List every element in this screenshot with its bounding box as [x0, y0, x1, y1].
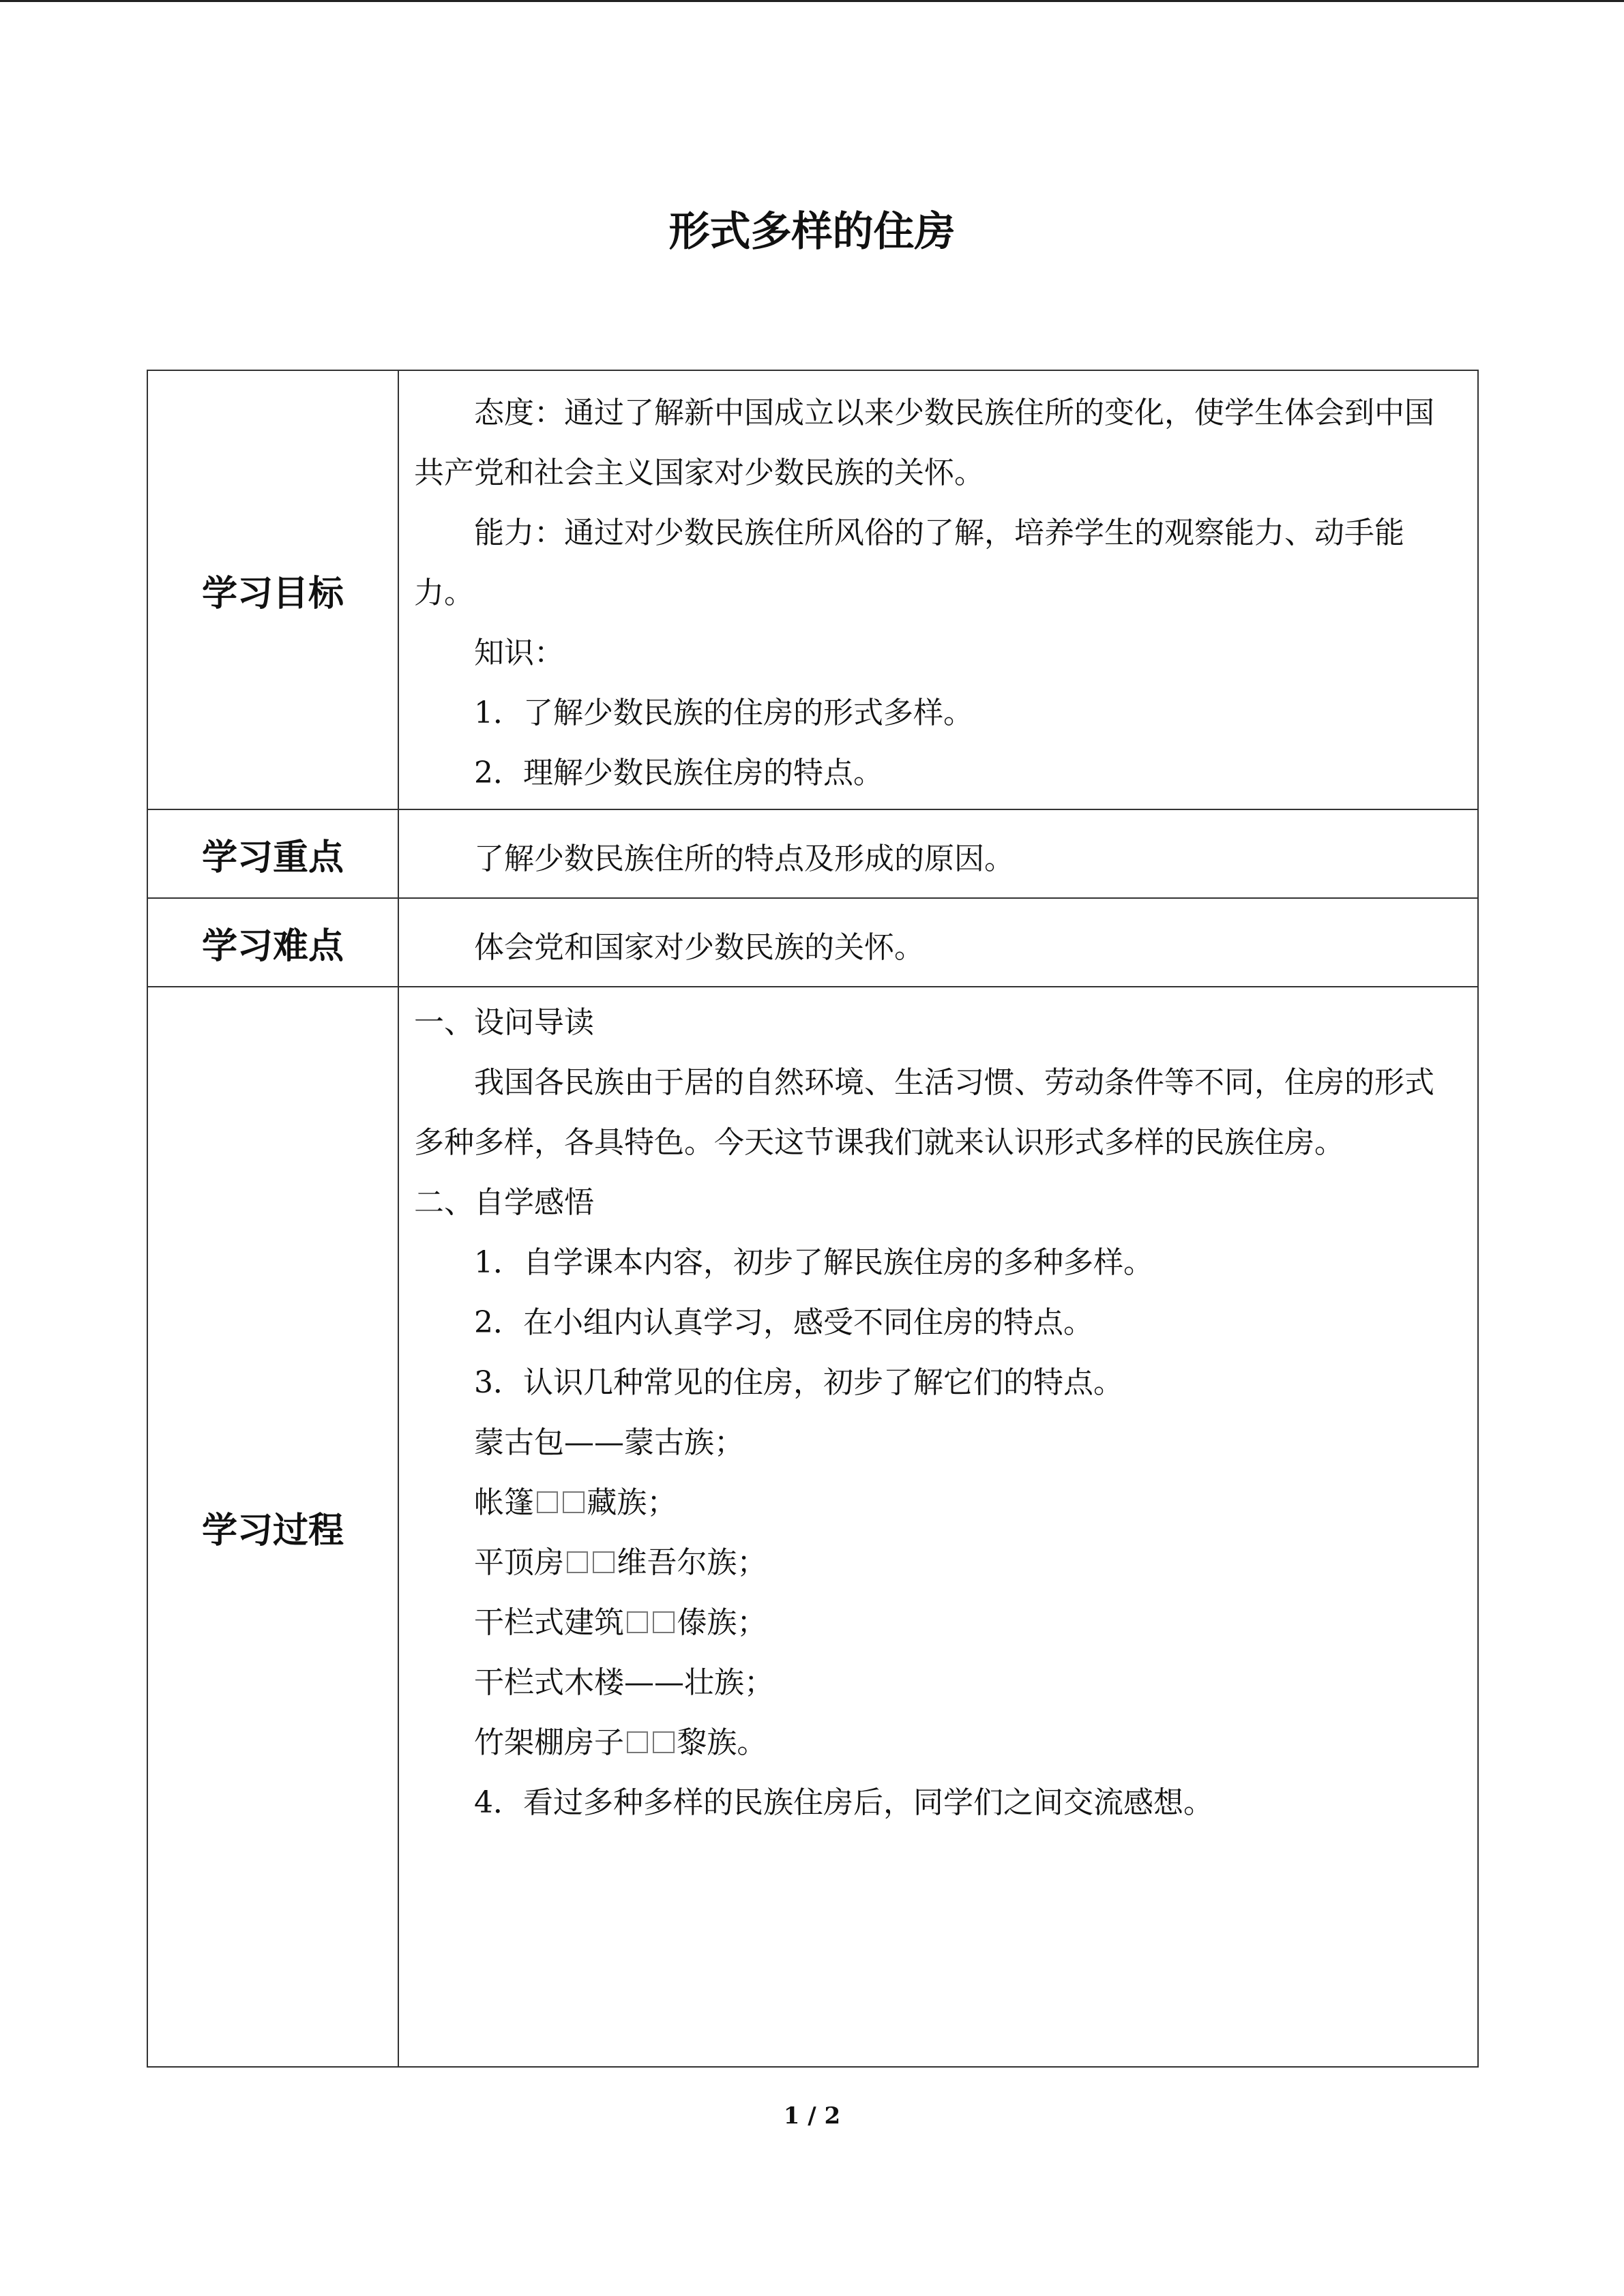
page-title: 形式多样的住房	[668, 208, 956, 256]
goals-content	[398, 370, 1478, 809]
housing-item	[414, 1713, 1462, 1773]
housing-item-ethnicity: 傣族；	[677, 1605, 767, 1640]
housing-item-name: 干栏式建筑	[474, 1605, 624, 1640]
key-points-text: 了解少数民族住所的特点及形成的原因。	[474, 841, 1014, 876]
process-section1-text: 我国各民族由于居的自然环境、生活习惯、劳动条件等不同，住房的形式多种多样，各具特色。今天这节课我们就来认识形式多样的民族住房。	[414, 1065, 1434, 1160]
placeholder-box-icon	[563, 1491, 585, 1513]
goals-attitude: 态度：通过了解新中国成立以来少数民族住所的变化，使学生体会到中国共产党和社会主义国家对少数民族的关怀。	[414, 396, 1434, 490]
housing-item	[414, 1653, 1462, 1713]
housing-item-text: 干栏式木楼——壮族；	[474, 1665, 774, 1700]
goals-knowledge-title: 知识：	[474, 636, 564, 670]
placeholder-box-icon	[653, 1611, 675, 1633]
process-step-3: 3．认识几种常见的住房，初步了解它们的特点。	[474, 1365, 1123, 1400]
process-row	[147, 987, 1478, 2067]
difficulties-text: 体会党和国家对少数民族的关怀。	[474, 930, 924, 965]
key-points-row	[147, 809, 1478, 898]
placeholder-box-icon	[593, 1551, 615, 1573]
key-points-content	[398, 809, 1478, 898]
page-number: 1 / 2	[783, 2102, 841, 2130]
key-points-label: 学习重点	[147, 809, 398, 898]
difficulties-label: 学习难点	[147, 898, 398, 987]
placeholder-box-icon	[653, 1731, 675, 1753]
difficulties-row	[147, 898, 1478, 987]
housing-item-text: 蒙古包——蒙古族；	[474, 1425, 744, 1460]
placeholder-box-icon	[627, 1611, 649, 1633]
housing-item-name: 帐篷	[474, 1485, 534, 1520]
housing-item-ethnicity: 藏族；	[587, 1485, 677, 1520]
process-step-2: 2．在小组内认真学习，感受不同住房的特点。	[474, 1305, 1093, 1340]
goals-knowledge-1: 1．了解少数民族的住房的形式多样。	[474, 696, 973, 730]
housing-item-ethnicity: 维吾尔族；	[617, 1545, 767, 1580]
goals-knowledge-2: 2．理解少数民族住房的特点。	[474, 756, 883, 790]
process-label: 学习过程	[147, 987, 398, 2067]
goals-label: 学习目标	[147, 370, 398, 809]
process-step-4: 4．看过多种多样的民族住房后，同学们之间交流感想。	[474, 1785, 1213, 1820]
housing-item	[414, 1593, 1462, 1653]
placeholder-box-icon	[567, 1551, 589, 1573]
difficulties-content	[398, 898, 1478, 987]
goals-row	[147, 370, 1478, 809]
placeholder-box-icon	[627, 1731, 649, 1753]
process-step-1: 1．自学课本内容，初步了解民族住房的多种多样。	[474, 1245, 1153, 1280]
lesson-plan-table	[147, 370, 1479, 2068]
top-border-line	[0, 0, 1624, 2]
housing-item-name: 竹架棚房子	[474, 1725, 624, 1760]
housing-item	[414, 1413, 1462, 1473]
housing-item	[414, 1473, 1462, 1533]
placeholder-box-icon	[537, 1491, 559, 1513]
housing-item-name: 平顶房	[474, 1545, 564, 1580]
process-content	[398, 987, 1478, 2067]
process-section2-title: 二、自学感悟	[414, 1185, 594, 1220]
housing-item	[414, 1533, 1462, 1593]
housing-item-ethnicity: 黎族。	[677, 1725, 767, 1760]
goals-ability: 能力：通过对少数民族住所风俗的了解，培养学生的观察能力、动手能力。	[414, 516, 1404, 610]
process-section1-title: 一、设问导读	[414, 1005, 594, 1040]
